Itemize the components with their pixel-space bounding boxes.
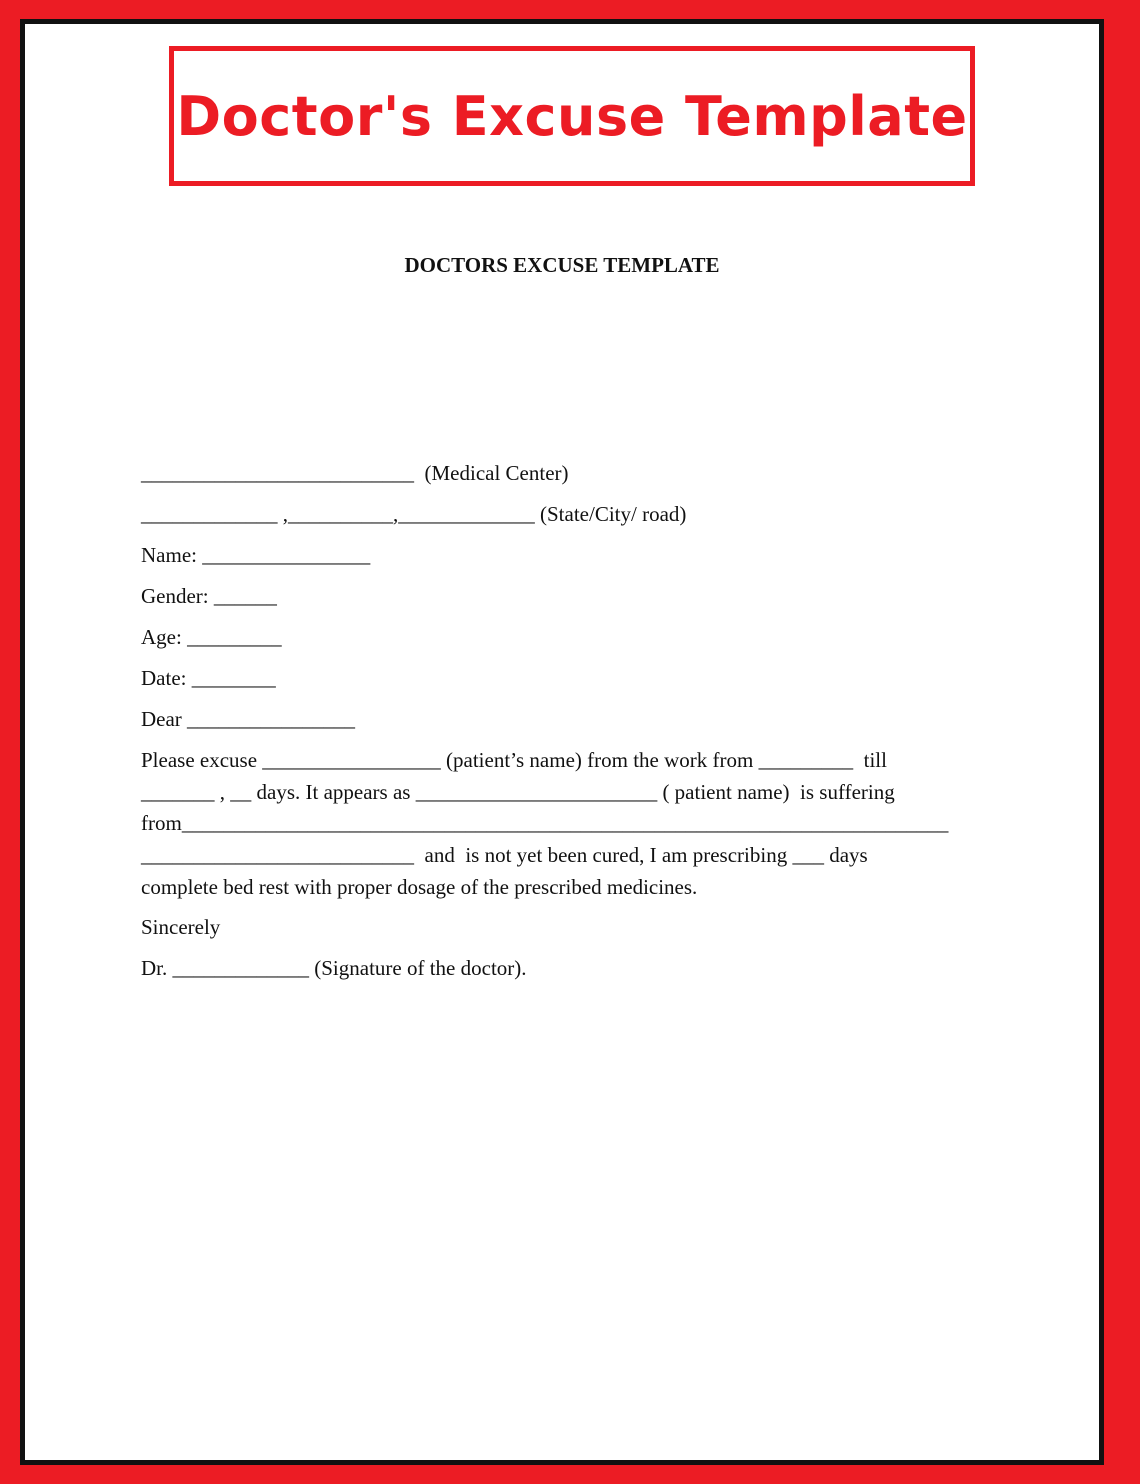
dear-line: Dear ________________ xyxy=(141,707,356,731)
age-line: Age: _________ xyxy=(141,625,282,649)
closing-line: Sincerely xyxy=(141,915,221,939)
medical-center-line: __________________________ (Medical Center) xyxy=(141,461,569,485)
title-banner xyxy=(169,46,975,186)
document-subtitle: DOCTORS EXCUSE TEMPLATE xyxy=(404,253,720,277)
excuse-paragraph-line-3: from_________________________________________________________________________ xyxy=(141,811,949,835)
document-page xyxy=(20,19,1104,1465)
excuse-paragraph-line-4: __________________________ and is not yet been cured, I am prescribing ___ days xyxy=(141,843,868,867)
banner-title: Doctor's Excuse Template xyxy=(176,84,968,148)
excuse-paragraph-line-5: complete bed rest with proper dosage of the prescribed medicines. xyxy=(141,875,698,899)
address-line: _____________ ,__________,_____________ (State/City/ road) xyxy=(141,502,687,526)
gender-line: Gender: ______ xyxy=(141,584,277,608)
name-line: Name: ________________ xyxy=(141,543,371,567)
excuse-paragraph-line-2: _______ , __ days. It appears as _______________________ ( patient name) is suffering xyxy=(141,780,895,804)
excuse-paragraph-line-1: Please excuse _________________ (patient’s name) from the work from _________ till xyxy=(141,748,887,772)
signature-line: Dr. _____________ (Signature of the doctor). xyxy=(141,956,527,980)
date-line: Date: ________ xyxy=(141,666,276,690)
